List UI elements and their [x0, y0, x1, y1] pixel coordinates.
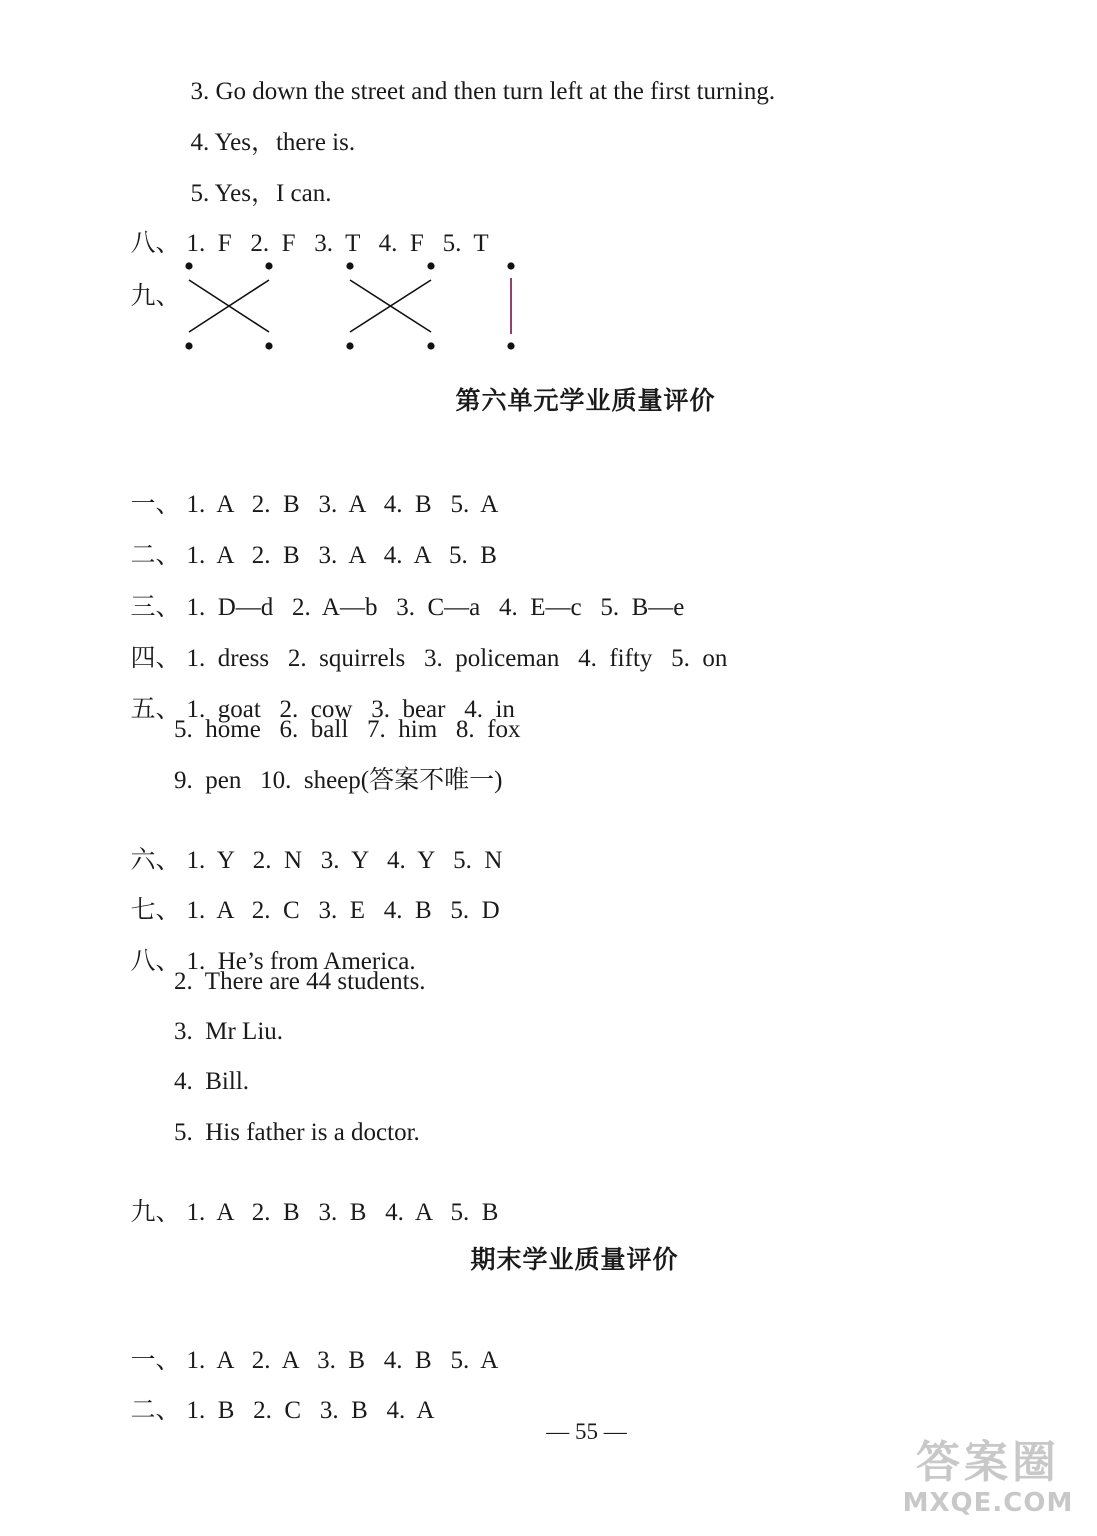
answer-text: Yes，I can. — [214, 180, 332, 207]
question-label: 七、 — [130, 897, 181, 924]
question-label: 九、 — [130, 283, 181, 310]
unit6-question-5-cont: 9. pen 10. sheep(答案不唯一) — [174, 767, 503, 794]
question-label: 二、 — [130, 542, 181, 569]
question-label: 一、 — [130, 1347, 181, 1374]
answer-text: 1. dress 2. squirrels 3. policeman 4. fifty 5. on — [186, 645, 728, 672]
unit6-question-8-item: 2. There are 44 students. — [174, 968, 426, 995]
answer-text: Yes，there is. — [214, 129, 356, 156]
match-dot — [346, 262, 353, 269]
answer-text: 1. A 2. C 3. E 4. B 5. D — [186, 897, 500, 924]
unit6-question-2 — [118, 511, 497, 571]
item-number: 4. — [190, 129, 210, 156]
match-dot — [265, 262, 272, 269]
item-number: 5. — [190, 180, 210, 207]
question-label: 三、 — [130, 594, 181, 621]
question-label: 五、 — [130, 696, 181, 723]
unit6-question-8-item: 5. His father is a doctor. — [174, 1119, 420, 1146]
match-dot — [185, 262, 192, 269]
match-dot — [507, 342, 514, 349]
unit6-question-5-cont: 5. home 6. ball 7. him 8. fox — [174, 716, 521, 743]
answer-text: 1. Y 2. N 3. Y 4. Y 5. N — [186, 847, 503, 874]
section-title-final: 期末学业质量评价 — [470, 1245, 679, 1274]
matching-lines-diagram — [176, 256, 536, 356]
question-label: 八、 — [130, 948, 181, 975]
watermark-logo-text: 答案圈 — [916, 1437, 1060, 1488]
match-dot — [346, 342, 353, 349]
question-label: 二、 — [130, 1397, 181, 1424]
match-dot — [185, 342, 192, 349]
answer-text: 1. A 2. B 3. A 4. A 5. B — [186, 542, 497, 569]
answer-text: 1. D—d 2. A—b 3. C—a 4. E—c 5. B—e — [186, 594, 685, 621]
unit6-question-8-item: 4. Bill. — [174, 1068, 250, 1095]
answer-text: 1. A 2. B 3. A 4. B 5. A — [186, 491, 499, 518]
question-8-answers — [118, 199, 489, 259]
answer-text: 1. He’s from America. — [186, 948, 416, 975]
match-dot — [507, 262, 514, 269]
page-number: — 55 — — [546, 1419, 627, 1444]
answer-text: Go down the street and then turn left at the first turning. — [215, 78, 776, 105]
answer-text: 1. F 2. F 3. T 4. F 5. T — [186, 230, 489, 257]
match-dot — [265, 342, 272, 349]
section-title-unit6: 第六单元学业质量评价 — [455, 386, 716, 415]
answer-text: 1. B 2. C 3. B 4. A — [186, 1397, 435, 1424]
item-number: 3. — [190, 78, 210, 105]
match-dot — [427, 262, 434, 269]
unit6-question-8-item: 3. Mr Liu. — [174, 1018, 284, 1045]
unit6-question-9 — [118, 1168, 498, 1228]
question-label: 四、 — [130, 645, 181, 672]
answer-text: 1. A 2. B 3. B 4. A 5. B — [186, 1199, 499, 1226]
question-label: 八、 — [130, 230, 181, 257]
watermark-url: MXQE.COM — [902, 1488, 1074, 1518]
question-label: 一、 — [130, 491, 181, 518]
question-label: 六、 — [130, 847, 181, 874]
match-dot — [427, 342, 434, 349]
final-question-2 — [118, 1366, 434, 1426]
answer-text: 1. A 2. A 3. B 4. B 5. A — [186, 1347, 499, 1374]
answer-text: 1. goat 2. cow 3. bear 4. in — [186, 696, 515, 723]
site-watermark — [893, 1438, 1083, 1530]
question-label: 九、 — [130, 1199, 181, 1226]
